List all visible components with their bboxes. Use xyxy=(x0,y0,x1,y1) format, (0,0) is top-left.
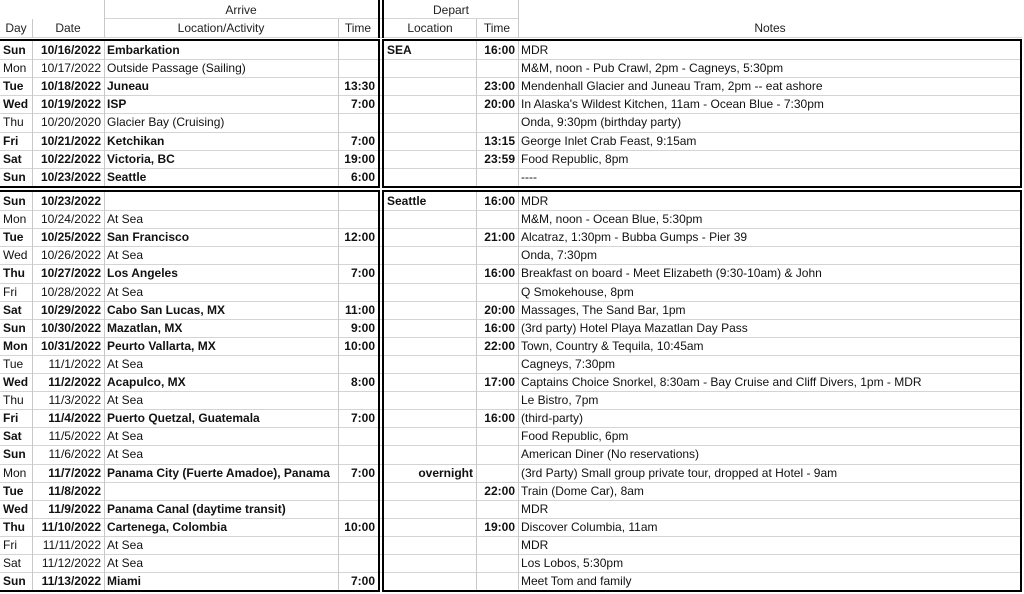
notes-cell: Onda, 9:30pm (birthday party) xyxy=(521,115,682,130)
row-gridline xyxy=(0,150,1022,151)
notes-cell: In Alaska's Wildest Kitchen, 11am - Ocean Blue - 7:30pm xyxy=(521,97,824,112)
arrive-time-cell: 7:00 xyxy=(350,266,375,281)
header-gridline xyxy=(0,37,1022,38)
day-cell: Sat xyxy=(3,302,22,317)
depart-location-cell xyxy=(384,391,476,409)
depart-location-cell xyxy=(384,210,476,228)
depart-time-cell xyxy=(476,500,518,518)
notes-cell: M&M, noon - Pub Crawl, 2pm - Cagneys, 5:30pm xyxy=(521,61,784,76)
location-cell: At Sea xyxy=(107,537,144,552)
row-gridline xyxy=(0,536,1022,537)
segment-border xyxy=(382,39,1022,41)
row-gridline xyxy=(0,228,1022,229)
row-gridline xyxy=(0,283,1022,284)
row-gridline xyxy=(0,409,1022,410)
day-cell: Mon xyxy=(3,338,28,353)
notes-cell: Food Republic, 8pm xyxy=(521,151,629,166)
notes-cell: Food Republic, 6pm xyxy=(521,429,629,444)
day-cell: Fri xyxy=(3,133,19,148)
depart-location-cell xyxy=(384,150,476,168)
notes-cell: (3rd party) Hotel Playa Mazatlan Day Pass xyxy=(521,320,748,335)
depart-time-cell: 20:00 xyxy=(484,97,515,112)
segment-border xyxy=(1020,190,1022,592)
row-gridline xyxy=(0,95,1022,96)
notes-cell: Los Lobos, 5:30pm xyxy=(521,556,624,570)
depart-location-cell xyxy=(384,572,476,590)
arrive-time-cell: 8:00 xyxy=(350,375,375,389)
row-gridline xyxy=(0,518,1022,519)
date-cell: 11/11/2022 xyxy=(42,537,101,552)
depart-time-cell xyxy=(476,464,518,482)
column-gridline xyxy=(476,192,477,590)
arrive-time-cell: 7:00 xyxy=(350,97,375,112)
notes-cell: Q Smokehouse, 8pm xyxy=(521,284,634,299)
depart-location-cell xyxy=(384,409,476,427)
header-depart: Depart xyxy=(432,3,470,17)
notes-cell: Captains Choice Snorkel, 8:30am - Bay Cruise and Cliff Divers, 1pm - MDR xyxy=(521,375,922,389)
location-cell: San Francisco xyxy=(107,230,190,245)
date-cell: 11/7/2022 xyxy=(48,465,101,480)
row-gridline xyxy=(0,132,1022,133)
day-cell: Sun xyxy=(3,194,26,208)
arrive-time-cell xyxy=(338,113,378,131)
notes-cell: Alcatraz, 1:30pm - Bubba Gumps - Pier 39 xyxy=(521,230,748,245)
date-cell: 10/26/2022 xyxy=(40,248,101,263)
notes-cell: Le Bistro, 7pm xyxy=(521,393,599,408)
depart-time-cell xyxy=(476,168,518,186)
location-cell: Puerto Quetzal, Guatemala xyxy=(107,411,260,426)
location-cell: Ketchikan xyxy=(107,133,165,148)
arrive-time-cell xyxy=(338,482,378,500)
column-gridline xyxy=(338,192,339,590)
depart-time-cell xyxy=(476,427,518,445)
segment-border xyxy=(378,39,380,188)
day-cell: Sat xyxy=(3,429,22,444)
day-cell: Thu xyxy=(3,519,25,534)
row-gridline xyxy=(0,168,1022,169)
arrive-time-cell xyxy=(338,41,378,59)
header-day: Day xyxy=(5,21,27,35)
day-cell: Tue xyxy=(3,483,24,498)
depart-location-cell xyxy=(384,301,476,319)
row-gridline xyxy=(0,373,1022,374)
depart-time-cell: 23:00 xyxy=(484,79,515,94)
date-cell: 10/22/2022 xyxy=(40,151,101,166)
date-cell: 10/21/2022 xyxy=(40,133,101,148)
notes-cell: Train (Dome Car), 8am xyxy=(521,483,644,498)
day-cell: Sun xyxy=(3,574,26,589)
column-gridline xyxy=(104,0,105,19)
segment-border xyxy=(378,190,380,592)
day-cell: Sat xyxy=(3,556,22,570)
date-cell: 10/16/2022 xyxy=(40,43,101,57)
column-gridline xyxy=(32,41,33,186)
header-gridline xyxy=(104,18,518,19)
row-gridline xyxy=(0,337,1022,338)
arrive-time-cell xyxy=(338,554,378,572)
header-location-activity: Location/Activity xyxy=(177,21,265,35)
segment-border xyxy=(382,190,384,592)
notes-cell: Mendenhall Glacier and Juneau Tram, 2pm -- eat ashore xyxy=(521,79,823,94)
notes-cell: Discover Columbia, 11am xyxy=(521,519,658,534)
day-cell: Tue xyxy=(3,79,24,94)
segment-border xyxy=(382,39,384,188)
depart-location-cell xyxy=(384,482,476,500)
depart-location-cell xyxy=(384,554,476,572)
depart-location-cell xyxy=(384,228,476,246)
column-gridline xyxy=(104,41,105,186)
date-cell: 11/9/2022 xyxy=(48,501,101,516)
depart-time-cell xyxy=(476,554,518,572)
day-cell: Fri xyxy=(3,537,17,552)
row-gridline xyxy=(0,427,1022,428)
header-notes: Notes xyxy=(754,21,786,35)
depart-time-cell: 23:59 xyxy=(484,151,515,166)
row-gridline xyxy=(0,554,1022,555)
depart-time-cell: 22:00 xyxy=(484,483,515,498)
location-cell: At Sea xyxy=(107,356,144,371)
notes-cell: MDR xyxy=(521,194,549,208)
depart-location-cell xyxy=(384,246,476,264)
location-cell xyxy=(104,192,340,210)
day-cell: Tue xyxy=(3,356,24,371)
row-gridline xyxy=(0,391,1022,392)
location-cell: Outside Passage (Sailing) xyxy=(107,61,246,76)
row-gridline xyxy=(0,572,1022,573)
date-cell: 10/19/2022 xyxy=(40,97,101,112)
date-cell: 10/17/2022 xyxy=(40,61,101,76)
arrive-time-cell xyxy=(338,391,378,409)
location-cell: Miami xyxy=(107,574,142,589)
location-cell: Victoria, BC xyxy=(107,151,175,166)
day-cell: Sun xyxy=(3,320,26,335)
location-cell: At Sea xyxy=(107,284,144,299)
day-cell: Tue xyxy=(3,230,24,245)
location-cell: Peurto Vallarta, MX xyxy=(107,338,216,353)
arrive-time-cell: 12:00 xyxy=(344,230,375,245)
notes-cell: Massages, The Sand Bar, 1pm xyxy=(521,302,686,317)
arrive-depart-divider xyxy=(382,0,384,38)
row-gridline xyxy=(0,500,1022,501)
depart-time-cell xyxy=(476,113,518,131)
depart-time-cell: 13:15 xyxy=(484,133,515,148)
day-cell: Wed xyxy=(3,375,29,389)
column-gridline xyxy=(338,19,339,38)
location-cell: At Sea xyxy=(107,556,144,570)
location-cell: Panama Canal (daytime transit) xyxy=(107,501,286,516)
arrive-time-cell xyxy=(338,536,378,554)
depart-location-cell xyxy=(384,59,476,77)
arrive-time-cell xyxy=(338,355,378,373)
location-cell: At Sea xyxy=(107,212,144,227)
notes-cell: MDR xyxy=(521,501,549,516)
depart-time-cell xyxy=(476,210,518,228)
date-cell: 10/20/2020 xyxy=(40,115,101,130)
day-cell: Mon xyxy=(3,465,27,480)
location-cell: ISP xyxy=(107,97,127,112)
row-gridline xyxy=(0,319,1022,320)
depart-location-cell xyxy=(384,319,476,337)
depart-location-cell xyxy=(384,77,476,95)
location-cell: Mazatlan, MX xyxy=(107,320,183,335)
depart-location-cell: overnight xyxy=(418,465,473,480)
day-cell: Thu xyxy=(3,266,25,281)
depart-location-cell xyxy=(384,283,476,301)
segment-border xyxy=(0,186,380,188)
date-cell: 10/23/2022 xyxy=(40,169,101,184)
date-cell: 10/27/2022 xyxy=(40,266,101,281)
column-gridline xyxy=(518,19,519,38)
row-gridline xyxy=(0,355,1022,356)
depart-time-cell xyxy=(476,572,518,590)
date-cell: 11/6/2022 xyxy=(48,447,101,462)
day-cell: Sun xyxy=(3,169,26,184)
header-depart-time: Time xyxy=(483,21,511,35)
row-gridline xyxy=(0,59,1022,60)
arrive-time-cell: 13:30 xyxy=(344,79,375,94)
depart-location-cell xyxy=(384,445,476,463)
depart-time-cell: 16:00 xyxy=(484,43,515,57)
location-cell: Panama City (Fuerte Amadoe), Panama xyxy=(107,465,330,480)
row-gridline xyxy=(0,464,1022,465)
row-gridline xyxy=(0,482,1022,483)
segment-border xyxy=(382,590,1022,592)
depart-location-cell xyxy=(384,264,476,282)
segment-border xyxy=(382,190,1022,192)
arrive-time-cell: 7:00 xyxy=(350,465,375,480)
notes-cell: M&M, noon - Ocean Blue, 5:30pm xyxy=(521,212,703,227)
date-cell: 10/25/2022 xyxy=(40,230,101,245)
day-cell: Wed xyxy=(3,501,29,516)
notes-cell: (third-party) xyxy=(521,411,584,426)
location-cell: At Sea xyxy=(107,447,144,462)
day-cell: Fri xyxy=(3,284,17,299)
segment-border xyxy=(1020,39,1022,188)
depart-time-cell: 16:00 xyxy=(484,320,515,335)
depart-time-cell: 21:00 xyxy=(484,230,515,245)
date-cell: 10/28/2022 xyxy=(40,284,101,299)
row-gridline xyxy=(0,113,1022,114)
arrive-time-cell xyxy=(338,500,378,518)
header-depart-location: Location xyxy=(407,21,453,35)
depart-location-cell xyxy=(384,113,476,131)
segment-border xyxy=(382,186,1022,188)
column-gridline xyxy=(476,41,477,186)
day-cell: Mon xyxy=(3,212,27,227)
date-cell: 11/3/2022 xyxy=(48,393,101,408)
arrive-time-cell: 7:00 xyxy=(350,133,375,148)
location-cell: Cartenega, Colombia xyxy=(107,519,228,534)
notes-cell: Onda, 7:30pm xyxy=(521,248,598,263)
location-cell: At Sea xyxy=(107,393,144,408)
column-gridline xyxy=(518,192,519,590)
location-cell: At Sea xyxy=(107,429,144,444)
row-gridline xyxy=(0,445,1022,446)
day-cell: Sun xyxy=(3,43,26,57)
depart-location-cell xyxy=(384,95,476,113)
arrive-time-cell: 7:00 xyxy=(350,411,375,426)
notes-cell: Cagneys, 7:30pm xyxy=(521,356,616,371)
date-cell: 10/18/2022 xyxy=(40,79,101,94)
segment-border xyxy=(0,39,380,41)
depart-location-cell xyxy=(384,337,476,355)
depart-time-cell xyxy=(476,536,518,554)
arrive-depart-divider xyxy=(378,0,380,38)
depart-time-cell xyxy=(476,355,518,373)
notes-cell: MDR xyxy=(521,43,549,57)
arrive-time-cell xyxy=(338,59,378,77)
depart-time-cell: 16:00 xyxy=(484,266,515,281)
depart-time-cell: 16:00 xyxy=(484,411,515,426)
notes-cell: (3rd Party) Small group private tour, dropped at Hotel - 9am xyxy=(521,465,838,480)
column-gridline xyxy=(338,41,339,186)
row-gridline xyxy=(0,77,1022,78)
date-cell: 10/30/2022 xyxy=(40,320,101,335)
row-gridline xyxy=(0,301,1022,302)
location-cell: Los Angeles xyxy=(107,266,178,281)
date-cell: 10/23/2022 xyxy=(40,194,101,208)
depart-time-cell: 17:00 xyxy=(484,375,515,389)
header-arrive-time: Time xyxy=(344,21,372,35)
location-cell: Embarkation xyxy=(107,43,180,57)
arrive-time-cell: 10:00 xyxy=(344,519,375,534)
location-cell: Seattle xyxy=(107,169,147,184)
location-cell: Cabo San Lucas, MX xyxy=(107,302,226,317)
date-cell: 11/8/2022 xyxy=(48,483,101,498)
notes-cell: American Diner (No reservations) xyxy=(521,447,700,462)
day-cell: Fri xyxy=(3,411,19,426)
location-cell: At Sea xyxy=(107,248,144,263)
day-cell: Wed xyxy=(3,248,28,263)
date-cell: 11/1/2022 xyxy=(48,356,101,371)
day-cell: Thu xyxy=(3,393,24,408)
column-gridline xyxy=(32,192,33,590)
date-cell: 11/13/2022 xyxy=(41,574,101,589)
depart-time-cell xyxy=(476,391,518,409)
depart-location-cell xyxy=(384,500,476,518)
arrive-time-cell: 10:00 xyxy=(344,338,375,353)
row-gridline xyxy=(0,210,1022,211)
date-cell: 11/12/2022 xyxy=(41,556,101,570)
depart-time-cell xyxy=(476,283,518,301)
column-gridline xyxy=(518,0,519,19)
arrive-time-cell xyxy=(338,210,378,228)
depart-location-cell xyxy=(384,168,476,186)
depart-location-cell xyxy=(384,373,476,391)
day-cell: Thu xyxy=(3,115,24,130)
column-gridline xyxy=(32,19,33,38)
notes-cell: ---- xyxy=(521,169,537,184)
depart-time-cell xyxy=(476,445,518,463)
segment-border xyxy=(0,590,380,592)
depart-location-cell xyxy=(384,427,476,445)
day-cell: Sun xyxy=(3,447,26,462)
header-arrive: Arrive xyxy=(225,3,257,17)
arrive-time-cell: 9:00 xyxy=(350,320,375,335)
depart-location-cell xyxy=(384,355,476,373)
notes-cell: Meet Tom and family xyxy=(521,574,632,589)
row-gridline xyxy=(0,264,1022,265)
arrive-time-cell xyxy=(338,283,378,301)
date-cell: 11/4/2022 xyxy=(48,411,101,426)
depart-time-cell: 16:00 xyxy=(484,194,515,208)
day-cell: Mon xyxy=(3,61,27,76)
date-cell: 11/10/2022 xyxy=(41,519,101,534)
notes-cell: Town, Country & Tequila, 10:45am xyxy=(521,338,704,353)
location-cell: Juneau xyxy=(107,79,150,94)
arrive-time-cell: 19:00 xyxy=(344,151,375,166)
arrive-time-cell: 7:00 xyxy=(350,574,375,589)
arrive-time-cell: 11:00 xyxy=(344,302,375,317)
header-date: Date xyxy=(55,21,81,35)
arrive-time-cell xyxy=(338,246,378,264)
day-cell: Sat xyxy=(3,151,22,166)
location-cell: Acapulco, MX xyxy=(107,375,186,389)
depart-time-cell xyxy=(476,59,518,77)
column-gridline xyxy=(104,192,105,590)
column-gridline xyxy=(104,19,105,38)
depart-location-cell: SEA xyxy=(387,43,412,57)
arrive-time-cell xyxy=(338,445,378,463)
depart-location-cell xyxy=(384,536,476,554)
arrive-time-cell: 6:00 xyxy=(350,169,375,184)
depart-location-cell: Seattle xyxy=(387,194,427,208)
date-cell: 10/24/2022 xyxy=(40,212,101,227)
arrive-time-cell xyxy=(338,427,378,445)
depart-time-cell xyxy=(476,246,518,264)
notes-cell: MDR xyxy=(521,537,549,552)
depart-location-cell xyxy=(384,132,476,150)
arrive-time-cell xyxy=(338,192,378,210)
depart-time-cell: 22:00 xyxy=(484,338,515,353)
column-gridline xyxy=(518,41,519,186)
notes-cell: Breakfast on board - Meet Elizabeth (9:30-10am) & John xyxy=(521,266,822,281)
date-cell: 11/2/2022 xyxy=(48,375,101,389)
location-cell xyxy=(104,482,340,500)
depart-time-cell: 19:00 xyxy=(484,519,515,534)
depart-time-cell: 20:00 xyxy=(484,302,515,317)
location-cell: Glacier Bay (Cruising) xyxy=(107,115,225,130)
date-cell: 10/29/2022 xyxy=(40,302,101,317)
date-cell: 10/31/2022 xyxy=(40,338,101,353)
row-gridline xyxy=(0,246,1022,247)
segment-border xyxy=(0,190,380,192)
notes-cell: George Inlet Crab Feast, 9:15am xyxy=(521,133,697,148)
day-cell: Wed xyxy=(3,97,29,112)
column-gridline xyxy=(476,19,477,38)
depart-location-cell xyxy=(384,518,476,536)
date-cell: 11/5/2022 xyxy=(48,429,101,444)
